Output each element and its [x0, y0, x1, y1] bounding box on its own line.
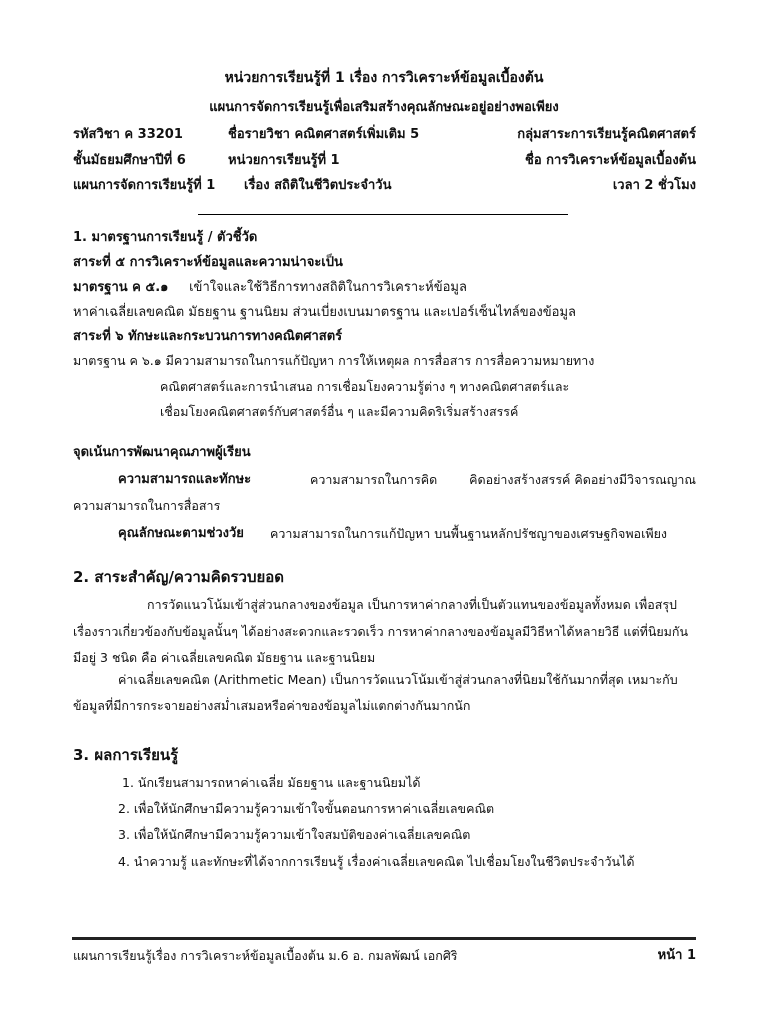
section1-heading: 1. มาตรฐานการเรียนรู้ / ตัวชี้วัด [73, 230, 258, 245]
unit-number: หน่วยการเรียนรู้ที่ 1 [228, 153, 340, 168]
plan-time: เวลา 2 ชั่วโมง [612, 178, 696, 193]
subject-group: กลุ่มสาระการเรียนรู้คณิตศาสตร์ [517, 127, 696, 142]
outcome-item: 1. นักเรียนสามารถหาค่าเฉลี่ย มัธยฐาน และฐานนิยมได้ [122, 775, 421, 790]
standard-5-1-text: เข้าใจและใช้วิธีการทางสถิติในการวิเคราะห์ข้อมูล [189, 280, 467, 295]
plan-number: แผนการจัดการเรียนรู้ที่ 1 [73, 178, 216, 193]
indicator-text: หาค่าเฉลี่ยเลขคณิต มัธยฐาน ฐานนิยม ส่วนเบี่ยงเบนมาตรฐาน และเปอร์เซ็นไทล์ของข้อมูล [73, 305, 577, 320]
document-title: หน่วยการเรียนรู้ที่ 1 เรื่อง การวิเคราะห์ข้อมูลเบื้องต้น [224, 70, 544, 86]
skills-item-2: คิดอย่างสร้างสรรค์ คิดอย่างมีวิจารณญาณ [469, 472, 696, 487]
strand6-heading: สาระที่ ๖ ทักษะและกระบวนการทางคณิตศาสตร์ [73, 329, 343, 344]
unit-name: ชื่อ การวิเคราะห์ข้อมูลเบื้องต้น [525, 153, 696, 168]
standard-6-1-line3: เชื่อมโยงคณิตศาสตร์กับศาสตร์อื่น ๆ และมีความคิดริเริ่มสร้างสรรค์ [160, 404, 519, 419]
course-code: รหัสวิชา ค 33201 [73, 127, 183, 142]
footer-rule [72, 937, 696, 940]
concept-p2-line1: ค่าเฉลี่ยเลขคณิต (Arithmetic Mean) เป็นการวัดแนวโน้มเข้าสู่ส่วนกลางที่นิยมใช้กันมากที่สุด เหมาะกับ [118, 672, 678, 687]
skills-line-2: ความสามารถในการสื่อสาร [73, 498, 221, 513]
standard-5-1-label: มาตรฐาน ค ๕.๑ [73, 280, 169, 295]
document-subtitle: แผนการจัดการเรียนรู้เพื่อเสริมสร้างคุณลักษณะอยู่อย่างพอเพียง [209, 100, 559, 115]
strand5-heading: สาระที่ ๕ การวิเคราะห์ข้อมูลและความน่าจะเป็น [73, 255, 343, 270]
standard-6-1-line2: คณิตศาสตร์และการนำเสนอ การเชื่อมโยงความรู้ต่าง ๆ ทางคณิตศาสตร์และ [160, 379, 570, 394]
section2-heading: 2. สาระสำคัญ/ความคิดรวบยอด [73, 568, 285, 586]
concept-p1-line3: มีอยู่ 3 ชนิด คือ ค่าเฉลี่ยเลขคณิต มัธยฐาน และฐานนิยม [73, 650, 376, 665]
concept-p1-line1: การวัดแนวโน้มเข้าสู่ส่วนกลางของข้อมูล เป็นการหาค่ากลางที่เป็นตัวแทนของข้อมูลทั้งหมด เพื่อสรุป [147, 597, 677, 612]
footer-text: แผนการเรียนรู้เรื่อง การวิเคราะห์ข้อมูลเบื้องต้น ม.6 อ. กมลพัฒน์ เอกศิริ [73, 948, 458, 963]
plan-topic: เรื่อง สถิติในชีวิตประจำวัน [244, 178, 392, 193]
header-divider [198, 214, 568, 215]
page-number: หน้า 1 [657, 948, 696, 963]
standard-5-1 [73, 281, 467, 294]
outcome-item: 3. เพื่อให้นักศึกษามีความรู้ความเข้าใจสมบัติของค่าเฉลี่ยเลขคณิต [118, 827, 471, 842]
skills-item-1: ความสามารถในการคิด [310, 472, 438, 487]
course-name: ชื่อรายวิชา คณิตศาสตร์เพิ่มเติม 5 [228, 127, 420, 142]
characteristics-text: ความสามารถในการแก้ปัญหา บนพื้นฐานหลักปรัชญาของเศรษฐกิจพอเพียง [270, 526, 668, 541]
standard-6-1-line1: มาตรฐาน ค ๖.๑ มีความสามารถในการแก้ปัญหา การให้เหตุผล การสื่อสาร การสื่อความหมายทาง [73, 353, 595, 368]
characteristics-label: คุณลักษณะตามช่วงวัย [118, 526, 244, 541]
section3-heading: 3. ผลการเรียนรู้ [73, 746, 179, 764]
concept-p1-line2: เรื่องราวเกี่ยวข้องกับข้อมูลนั้นๆ ได้อย่างสะดวกและรวดเร็ว การหาค่ากลางของข้อมูลมีวิธีหาได้หลายวิธี แต่ที่นิยมกัน [73, 624, 689, 639]
skills-label: ความสามารถและทักษะ [118, 472, 252, 487]
grade-level: ชั้นมัธยมศึกษาปีที่ 6 [73, 153, 186, 168]
focus-heading: จุดเน้นการพัฒนาคุณภาพผู้เรียน [73, 445, 251, 460]
outcome-item: 4. นำความรู้ และทักษะที่ได้จากการเรียนรู้ เรื่องค่าเฉลี่ยเลขคณิต ไปเชื่อมโยงในชีวิตประจำวันได้ [118, 854, 635, 869]
concept-p2-line2: ข้อมูลที่มีการกระจายอย่างสม่ำเสมอหรือค่าของข้อมูลไม่แตกต่างกันมากนัก [73, 698, 471, 713]
outcome-item: 2. เพื่อให้นักศึกษามีความรู้ความเข้าใจขั้นตอนการหาค่าเฉลี่ยเลขคณิต [118, 801, 495, 816]
